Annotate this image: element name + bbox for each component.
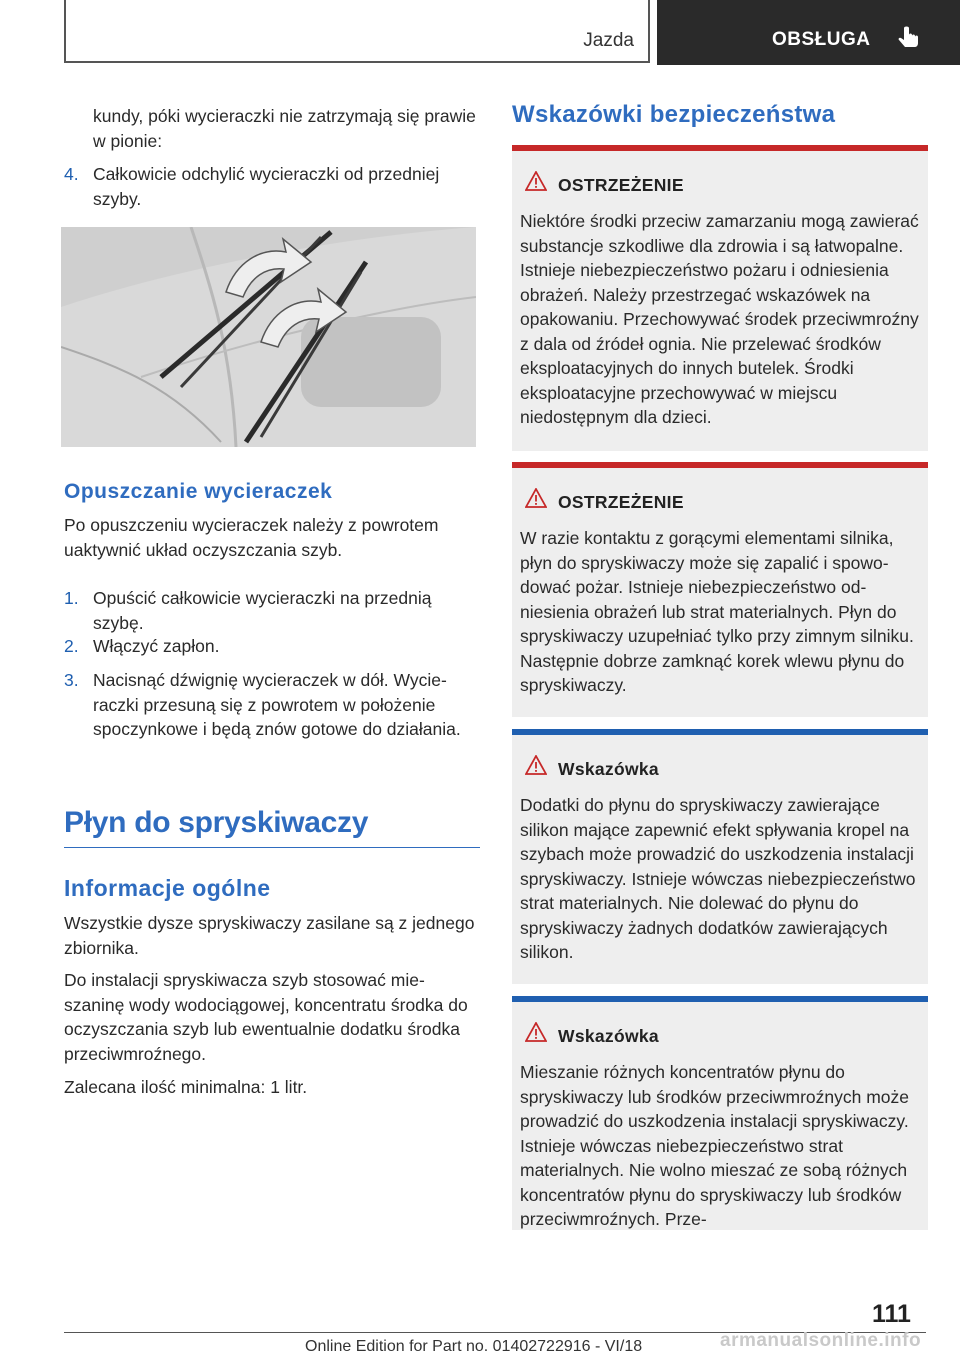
paragraph: Zalecana ilość minimalna: 1 litr. <box>64 1077 308 1097</box>
page-number: 111 <box>872 1300 911 1328</box>
safety-title: Wskazówki bezpieczeństwa <box>512 101 836 128</box>
paragraph: Wszystkie dysze spryskiwaczy zasilane są z jednego zbiornika. <box>64 913 475 958</box>
main-section-title: Płyn do spryskiwaczy <box>64 806 369 839</box>
subsection-title: Informacje ogólne <box>64 875 271 901</box>
step-text: Opuścić całkowicie wycieraczki na przednią szybę. <box>93 588 432 633</box>
footer-edition: Online Edition for Part no. 01402722916 - VI/18 <box>305 1338 643 1355</box>
warning-triangle-icon <box>525 488 547 508</box>
step-text: Całkowicie odchylić wycieraczki od przedniej szyby. <box>93 164 440 209</box>
chapter-tab[interactable] <box>657 0 960 65</box>
box-label: OSTRZEŻENIE <box>558 492 684 512</box>
section-rule <box>64 847 480 848</box>
hand-pointer-icon <box>897 25 921 53</box>
step-number: 4. <box>64 164 79 184</box>
note-box <box>512 996 928 1230</box>
intro-paragraph: Po opuszczeniu wycieraczek należy z powrotem uaktywnić układ oczyszczania szyb. <box>64 515 439 560</box>
wiper-arms-figure <box>61 227 476 447</box>
box-label: Wskazówka <box>558 759 659 779</box>
box-text: Mieszanie różnych koncentratów płynu do spryskiwaczy lub środków przeciwmroźnych może prowadzić do uszkodzenia instalacji spryskiwaczy. Istnieje wówczas niebezpieczeństwo strat materialnych. Nie wolno mieszać ze sobą różnych koncentratów płynu do spryskiwaczy lub środków przeciwmroźnych. Prze- <box>520 1062 909 1229</box>
section-title: Jazda <box>583 30 634 51</box>
box-text: Dodatki do płynu do spryskiwaczy zawierające silikon mające zapewnić efekt spływania kropel na szybach może prowadzić do uszkodzenia instalacji spryskiwaczy. Istnieje wówczas niebezpieczeństwo strat materialnych. Nie dolewać do płynu do spryskiwaczy żadnych dodatków zawierających silikon. <box>520 795 916 962</box>
watermark: armanualsonline.info <box>720 1330 922 1351</box>
box-text: W razie kontaktu z gorącymi elementami silnika, płyn do spryskiwaczy może się zapalić i spowodować pożar. Istnieje niebezpieczeństwo odniesienia obrażeń lub strat materialnych. Płyn do spryskiwaczy uzupełniać tylko przy zimnym silniku. Następnie dobrze zamknąć korek wlewu płynu do spryskiwaczy. <box>520 528 914 695</box>
step-number: 2. <box>64 636 79 656</box>
chapter-title: OBSŁUGA <box>772 29 871 50</box>
step-text: Nacisnąć dźwignię wycieraczek w dół. Wycieraczki przesuną się z powrotem w położenie spoczynkowe i będą znów gotowe do działania. <box>93 670 461 739</box>
wiper-illustration <box>61 227 476 447</box>
box-text: Niektóre środki przeciw zamarzaniu mogą zawierać substancje szkodliwe dla zdrowia i są łatwopalne. Istnieje niebezpieczeństwo pożaru i odniesienia obrażeń. Należy przestrzegać wskazówek na opakowaniu. Przechowywać środek przeciwmroźny z dala od źródeł ognia. Nie przelewać środków eksploatacyjnych do innych butelek. Środki eksploatacyjne przechowywać w miejscu niedostępnym dla dzieci. <box>520 211 919 427</box>
warning-box <box>512 145 928 451</box>
box-label: Wskazówka <box>558 1026 659 1046</box>
step-text: Włączyć zapłon. <box>93 636 220 656</box>
warning-box <box>512 462 928 717</box>
warning-triangle-icon <box>525 1022 547 1042</box>
step-number: 1. <box>64 588 79 608</box>
step-number: 3. <box>64 670 79 690</box>
box-label: OSTRZEŻENIE <box>558 175 684 195</box>
subsection-title: Opuszczanie wycieraczek <box>64 480 333 503</box>
warning-triangle-icon <box>525 171 547 191</box>
continued-text: kundy, póki wycieraczki nie zatrzymają się prawie w pionie: <box>93 106 476 151</box>
warning-triangle-icon <box>525 755 547 775</box>
paragraph: Do instalacji spryskiwacza szyb stosować mieszaninę wody wodociągowej, koncentratu środka do oczyszczania szyb lub ewentualnie dodatku środka przeciwmroźnego. <box>64 970 468 1064</box>
header-section-box <box>64 0 650 63</box>
note-box <box>512 729 928 984</box>
